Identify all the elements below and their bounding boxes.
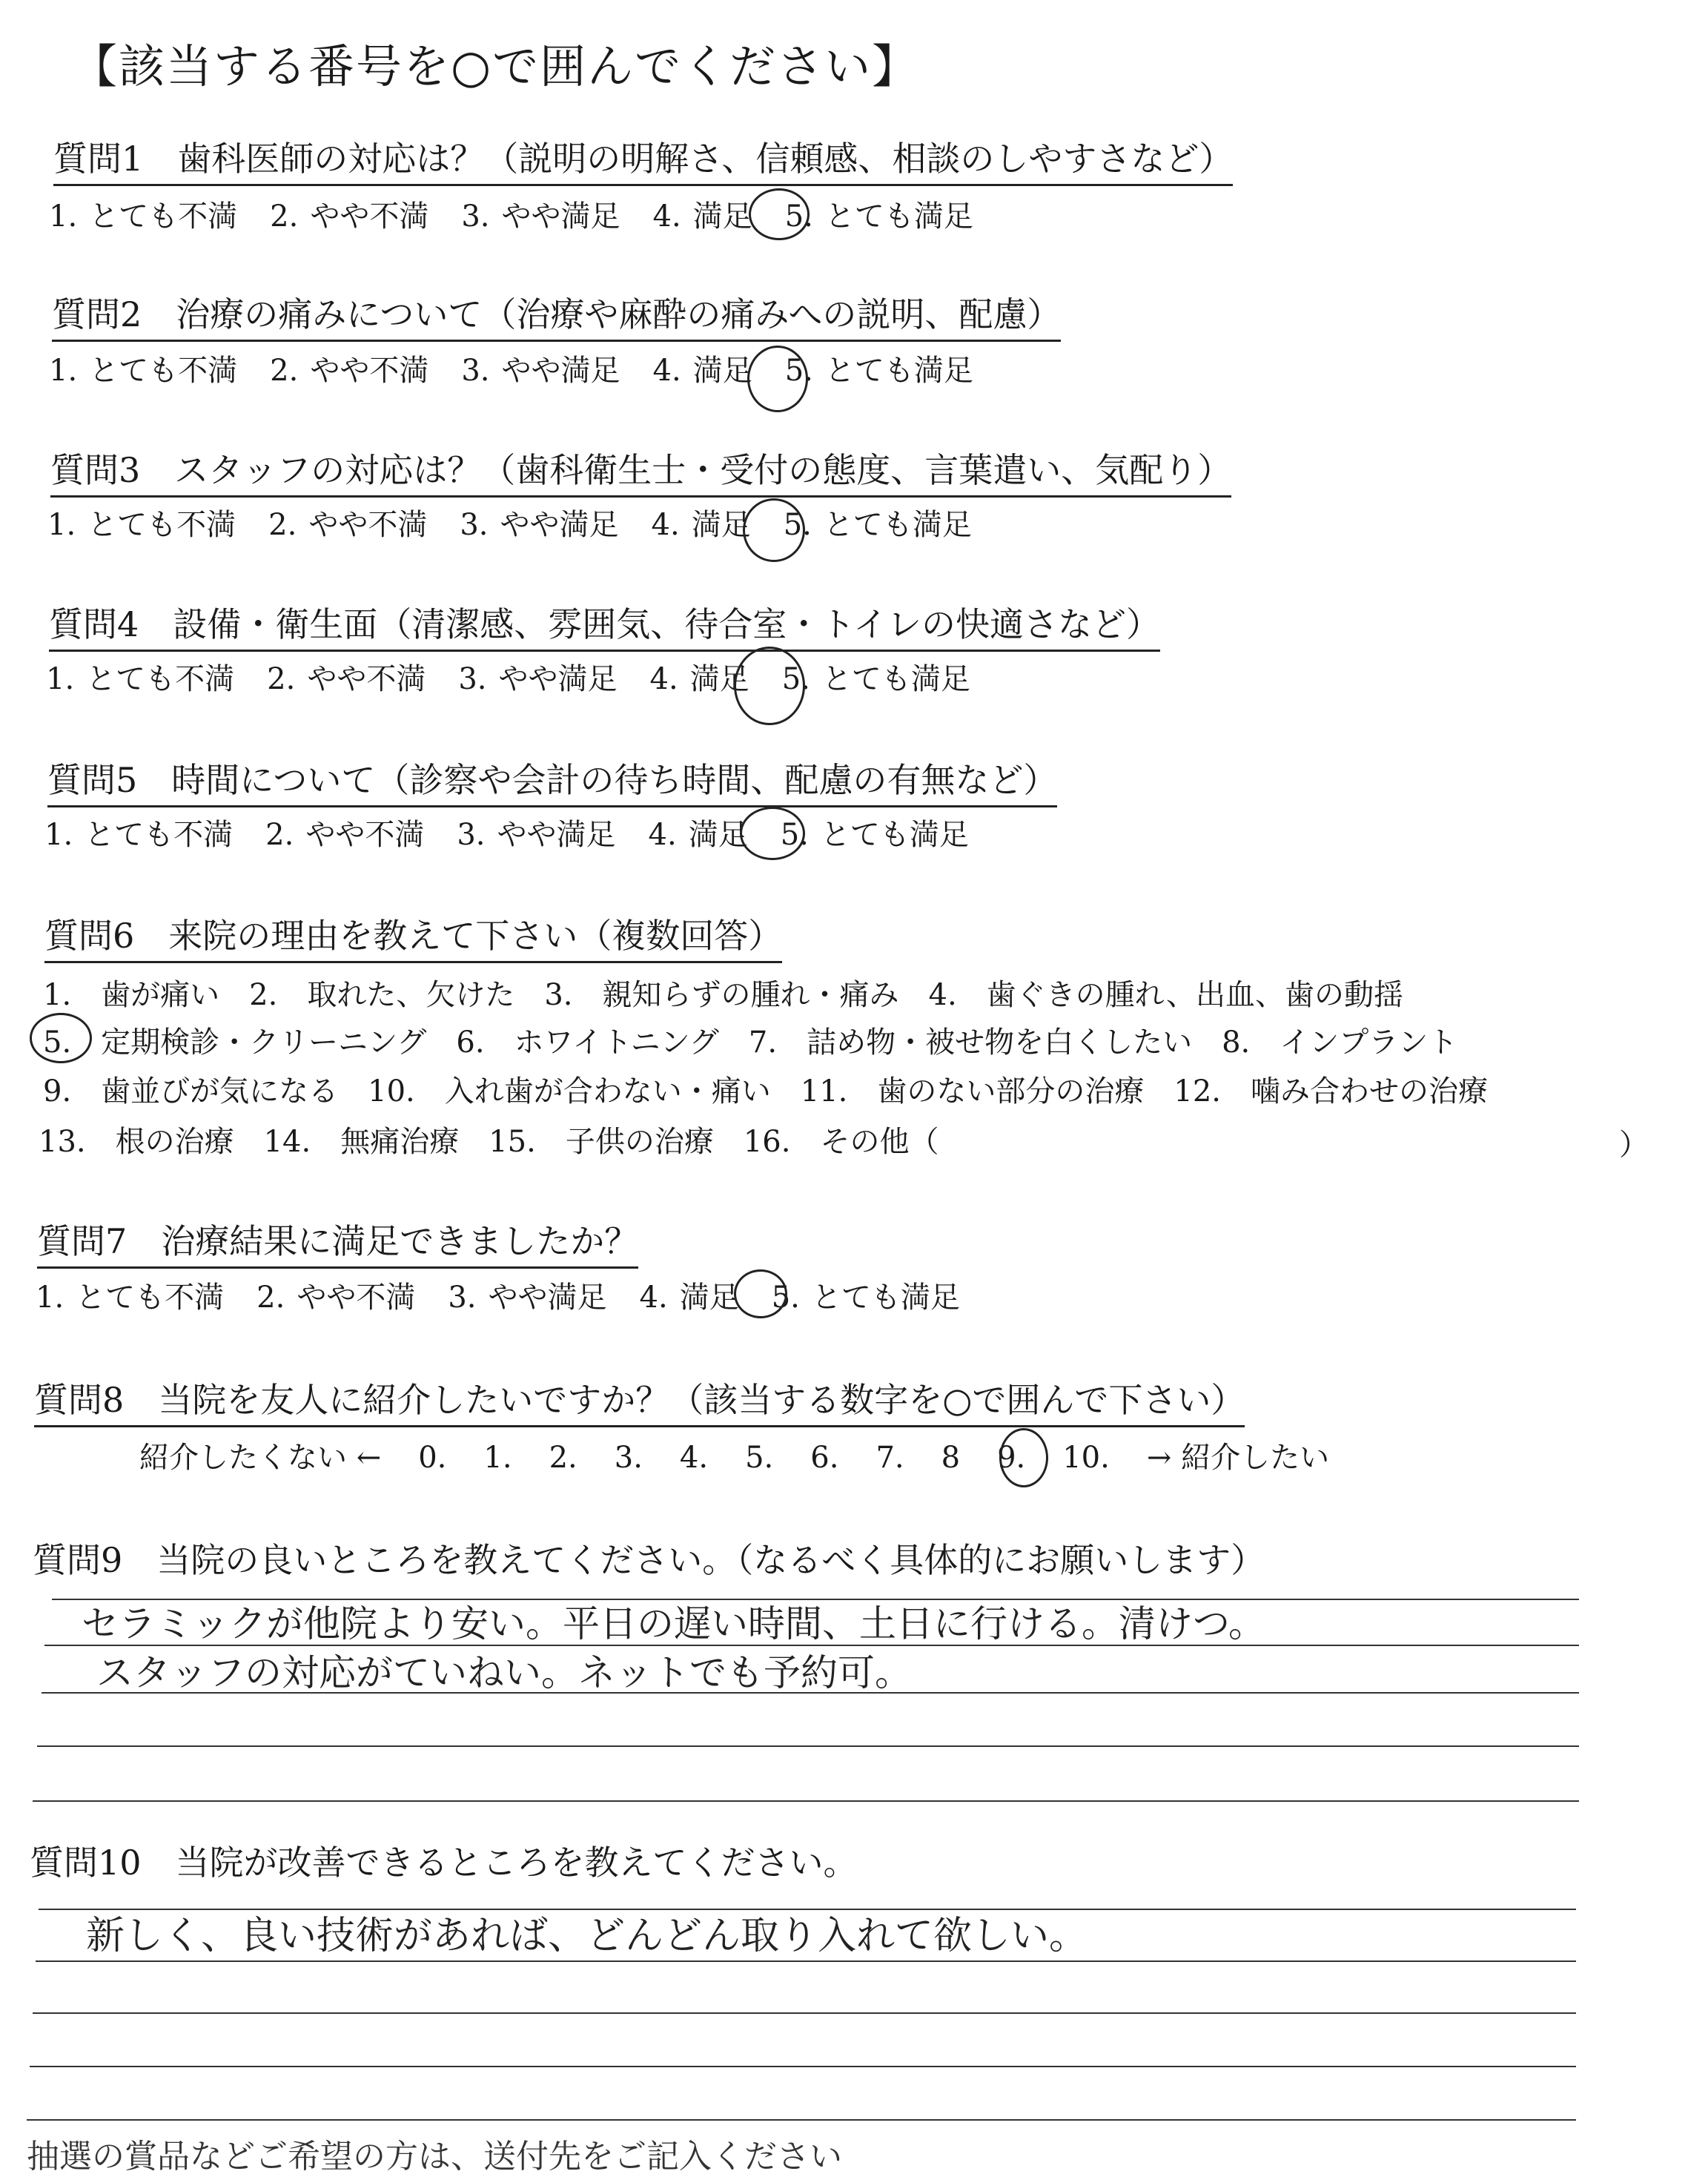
q5-opt4-label: 満足 [688, 818, 748, 852]
q3-title: 質問3 スタッフの対応は？（歯科衛生士・受付の態度、言葉遣い、気配り） [50, 443, 1231, 498]
q6-row4-close: ） [1619, 1128, 1649, 1162]
q6-selection-circle [30, 1013, 92, 1063]
q3-opt1-num[interactable]: 1. [47, 508, 76, 542]
q1-opt1-label: とても不満 [89, 199, 238, 234]
q3-opt4-num[interactable]: 4. [651, 508, 680, 542]
q5-opt1-label: とても不満 [85, 818, 234, 852]
q1-opt5-num[interactable]: 5. [784, 199, 813, 234]
q5-block [47, 753, 1057, 807]
q2-opt2-num[interactable]: 2. [270, 354, 299, 388]
q8-scale-5[interactable]: 5. [745, 1441, 774, 1475]
q5-selection-circle [740, 807, 805, 860]
q9-answer-line-4 [37, 1745, 1579, 1747]
q2-opt1-label: とても不満 [89, 354, 238, 388]
q8-scale-3[interactable]: 3. [614, 1441, 643, 1475]
q3-opt5-num[interactable]: 5. [783, 508, 812, 542]
q7-title: 質問7 治療結果に満足できましたか？ [37, 1215, 638, 1269]
q9-answer-text-2[interactable]: スタッフの対応がていねい。ネットでも予約可。 [96, 1651, 912, 1694]
q8-scale-0[interactable]: 0. [418, 1441, 447, 1475]
q3-opt4-label: 満足 [691, 508, 751, 542]
q1-block [53, 132, 1233, 186]
q2-opt3-num[interactable]: 3. [461, 354, 490, 388]
q1-title: 質問1 歯科医師の対応は？（説明の明解さ、信頼感、相談のしやすさなど） [53, 132, 1233, 186]
q6-block [44, 909, 782, 963]
q3-opt3-num[interactable]: 3. [460, 508, 489, 542]
q2-opt3-label: やや満足 [501, 354, 620, 388]
q3-block [50, 443, 1231, 498]
q4-opt2-label: やや不満 [307, 662, 426, 696]
q7-opt5-label: とても満足 [811, 1281, 960, 1315]
q4-opt1-label: とても不満 [86, 662, 235, 696]
q7-opt5-num[interactable]: 5. [771, 1281, 800, 1315]
q1-opt4-label: 満足 [692, 199, 752, 234]
q10-answer-text-1[interactable]: 新しく、良い技術があれば、どんどん取り入れて欲しい。 [86, 1914, 1088, 1958]
q8-selection-circle [999, 1428, 1048, 1487]
q5-title: 質問5 時間について（診察や会計の待ち時間、配慮の有無など） [47, 753, 1057, 807]
q2-title: 質問2 治療の痛みについて（治療や麻酔の痛みへの説明、配慮） [52, 288, 1061, 342]
q8-scale-1[interactable]: 1. [483, 1441, 512, 1475]
q7-opt4-num[interactable]: 4. [639, 1281, 668, 1315]
q6-row4: 13. 根の治療 14. 無痛治療 15. 子供の治療 16. その他（ [39, 1125, 939, 1159]
q7-selection-circle [734, 1269, 787, 1318]
q8-scale-6[interactable]: 6. [810, 1441, 839, 1475]
form-heading: 【該当する番号を○で囲んでください】 [71, 39, 920, 93]
q4-title: 質問4 設備・衛生面（清潔感、雰囲気、待合室・トイレの快適さなど） [49, 598, 1160, 652]
q4-opt5-num[interactable]: 5. [781, 662, 810, 696]
footer-partial-text: 抽選の賞品などご希望の方は、送付先をご記入ください [27, 2138, 842, 2176]
q4-selection-circle [734, 647, 805, 725]
q10-answer-line-3 [33, 2012, 1576, 2014]
q2-opt5-num[interactable]: 5. [784, 354, 813, 388]
q1-options [49, 193, 1006, 235]
q2-opt2-label: やや不満 [310, 354, 429, 388]
q3-opt3-label: やや満足 [500, 508, 619, 542]
q4-opt4-label: 満足 [689, 662, 749, 696]
q5-opt5-label: とても満足 [820, 818, 969, 852]
q7-opt1-num[interactable]: 1. [36, 1281, 64, 1315]
q5-opt5-num[interactable]: 5. [780, 818, 809, 852]
q1-opt3-num[interactable]: 3. [461, 199, 490, 234]
q1-opt5-label: とても満足 [824, 199, 973, 234]
q8-scale-row [139, 1434, 1366, 1476]
q4-opt3-label: やや満足 [498, 662, 618, 696]
q4-opt2-num[interactable]: 2. [267, 662, 296, 696]
q5-opt1-num[interactable]: 1. [44, 818, 73, 852]
q9-title: 質問9 当院の良いところを教えてください。（なるべく具体的にお願いします） [33, 1540, 1265, 1580]
q7-opt3-num[interactable]: 3. [448, 1281, 477, 1315]
q10-answer-line-2 [36, 1960, 1576, 1962]
q1-opt1-num[interactable]: 1. [49, 199, 78, 234]
q2-opt1-num[interactable]: 1. [49, 354, 78, 388]
q8-scale-8[interactable]: 8 [941, 1441, 961, 1475]
q4-opt3-num[interactable]: 3. [458, 662, 487, 696]
q9-answer-line-5 [33, 1800, 1579, 1802]
q7-opt2-num[interactable]: 2. [256, 1281, 285, 1315]
q4-opt1-num[interactable]: 1. [46, 662, 75, 696]
q1-opt2-num[interactable]: 2. [270, 199, 299, 234]
q7-block [37, 1215, 638, 1269]
q4-options [46, 655, 1003, 698]
q7-opt1-label: とても不満 [76, 1281, 225, 1315]
q6-row3: 9. 歯並びが気になる 10. 入れ歯が合わない・痛い 11. 歯のない部分の治療 12. 噛み合わせの治療 [43, 1074, 1489, 1109]
q8-left-label: 紹介したくない ← [139, 1441, 382, 1475]
q3-opt5-label: とても満足 [823, 508, 972, 542]
q7-opt2-label: やや不満 [297, 1281, 416, 1315]
q8-scale-2[interactable]: 2. [549, 1441, 577, 1475]
q10-answer-line-5 [27, 2119, 1576, 2121]
q2-opt5-label: とても満足 [824, 354, 973, 388]
q2-block [52, 288, 1061, 342]
q1-selection-circle [749, 188, 810, 240]
q4-opt4-num[interactable]: 4. [649, 662, 678, 696]
q2-opt4-num[interactable]: 4. [652, 354, 681, 388]
q7-opt4-label: 満足 [679, 1281, 739, 1315]
q5-opt2-num[interactable]: 2. [265, 818, 294, 852]
q3-opt1-label: とても不満 [87, 508, 236, 542]
q6-row1: 1. 歯が痛い 2. 取れた、欠けた 3. 親知らずの腫れ・痛み 4. 歯ぐきの腫れ、出血、歯の動揺 [43, 978, 1404, 1012]
q8-title: 質問8 当院を友人に紹介したいですか？（該当する数字を○で囲んで下さい） [34, 1373, 1245, 1427]
q1-opt4-num[interactable]: 4. [652, 199, 681, 234]
q8-scale-4[interactable]: 4. [679, 1441, 709, 1475]
q5-options [44, 811, 1002, 853]
q7-opt3-label: やや満足 [488, 1281, 607, 1315]
q2-opt4-label: 満足 [692, 354, 752, 388]
q8-scale-7[interactable]: 7. [875, 1441, 904, 1475]
q10-block [30, 1836, 858, 1888]
q1-opt3-label: やや満足 [501, 199, 620, 234]
q5-opt4-num[interactable]: 4. [648, 818, 677, 852]
q8-right-label: → 紹介したい [1146, 1441, 1330, 1475]
q3-opt2-num[interactable]: 2. [268, 508, 297, 542]
q7-options [36, 1274, 993, 1316]
q10-title: 質問10 当院が改善できるところを教えてください。 [30, 1843, 858, 1883]
q6-title: 質問6 来院の理由を教えて下さい（複数回答） [44, 909, 782, 963]
q9-block [33, 1533, 1265, 1585]
q3-opt2-label: やや不満 [308, 508, 428, 542]
q5-opt3-label: やや満足 [497, 818, 616, 852]
q2-selection-circle [747, 346, 808, 412]
q10-answer-line-4 [30, 2066, 1576, 2067]
q6-row2: 5. 定期検診・クリーニング 6. ホワイトニング 7. 詰め物・被せ物を白くしたい 8. インプラント [43, 1025, 1458, 1060]
q2-options [49, 347, 1006, 389]
q8-block [34, 1373, 1245, 1427]
q5-opt2-label: やや不満 [305, 818, 425, 852]
q9-answer-text-1[interactable]: セラミックが他院より安い。平日の遅い時間、土日に行ける。清けつ。 [82, 1602, 1265, 1645]
q4-opt5-label: とても満足 [821, 662, 970, 696]
q3-options [47, 501, 1004, 544]
q3-selection-circle [743, 498, 805, 562]
q8-scale-10[interactable]: 10. [1062, 1441, 1110, 1475]
q8-scale-9[interactable]: 9. [997, 1441, 1026, 1475]
q5-opt3-num[interactable]: 3. [457, 818, 486, 852]
q4-block [49, 598, 1160, 652]
q1-opt2-label: やや不満 [310, 199, 429, 234]
